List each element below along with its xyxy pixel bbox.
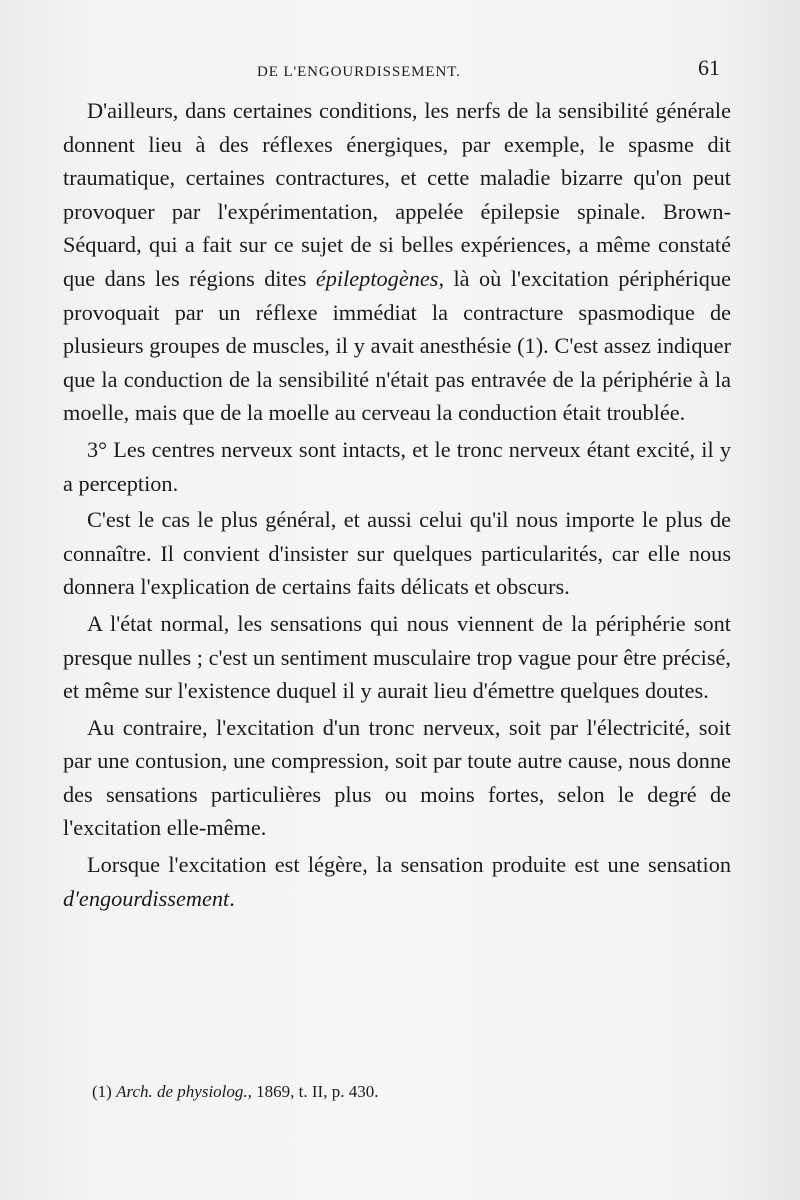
paragraph-1 <box>63 94 731 430</box>
footnote <box>92 1082 378 1102</box>
footnote-source: Arch. de physiolog. <box>116 1082 248 1101</box>
paragraph-1-text-b: , là où l'excitation périphérique provoquait par un réflexe immédiat la contracture spasmodique de plusieurs groupes de muscles, il y avait anesthésie (1). C'est assez indiquer que la conduction de la sensibilité n'était pas entravée de la périphérie à la moelle, mais que de la moelle au cerveau la conduction était troublée. <box>63 265 731 426</box>
body-text <box>63 94 731 915</box>
paragraph-1-italic: épileptogènes <box>315 265 439 291</box>
paragraph-3: C'est le cas le plus général, et aussi celui qu'il nous importe le plus de connaître. Il convient d'insister sur quelques particularités, car elle nous donnera l'explication de certains faits délicats et obscurs. <box>63 507 731 600</box>
paragraph-6 <box>63 848 731 915</box>
paragraph-5: Au contraire, l'excitation d'un tronc nerveux, soit par l'électricité, soit par une contusion, une compression, soit par toute autre cause, nous donne des sensations particulières plus ou moins fortes, selon le degré de l'excitation elle-même. <box>63 714 731 841</box>
footnote-reference: , 1869, t. II, p. 430. <box>247 1082 379 1101</box>
paragraph-6-text-b: . <box>229 885 235 911</box>
paragraph-4: A l'état normal, les sensations qui nous viennent de la périphérie sont presque nulles ; c'est un sentiment musculaire trop vague pour être précisé, et même sur l'existence duquel il y aurait lieu d'émettre quelques doutes. <box>63 610 731 704</box>
paragraph-2: 3° Les centres nerveux sont intacts, et le tronc nerveux étant excité, il y a perception. <box>63 436 731 496</box>
footnote-marker: (1) <box>92 1082 117 1101</box>
paragraph-6-italic: d'engourdissement <box>63 885 230 911</box>
paragraph-6-text-a: Lorsque l'excitation est légère, la sensation produite est une sensation <box>87 852 731 878</box>
paragraph-1-text-a: D'ailleurs, dans certaines conditions, les nerfs de la sensibilité générale donnent lieu à des réflexes énergiques, par exemple, le spasme dit traumatique, certaines contractures, et cette maladie bizarre qu'on peut provoquer par l'expérimentation, appelée épilepsie spinale. Brown-Séquard, qui a fait sur ce sujet de si belles expériences, a même constaté que dans les régions dites <box>63 98 731 291</box>
page-number: 61 <box>698 55 720 80</box>
running-title: DE L'ENGOURDISSEMENT. <box>257 64 461 80</box>
